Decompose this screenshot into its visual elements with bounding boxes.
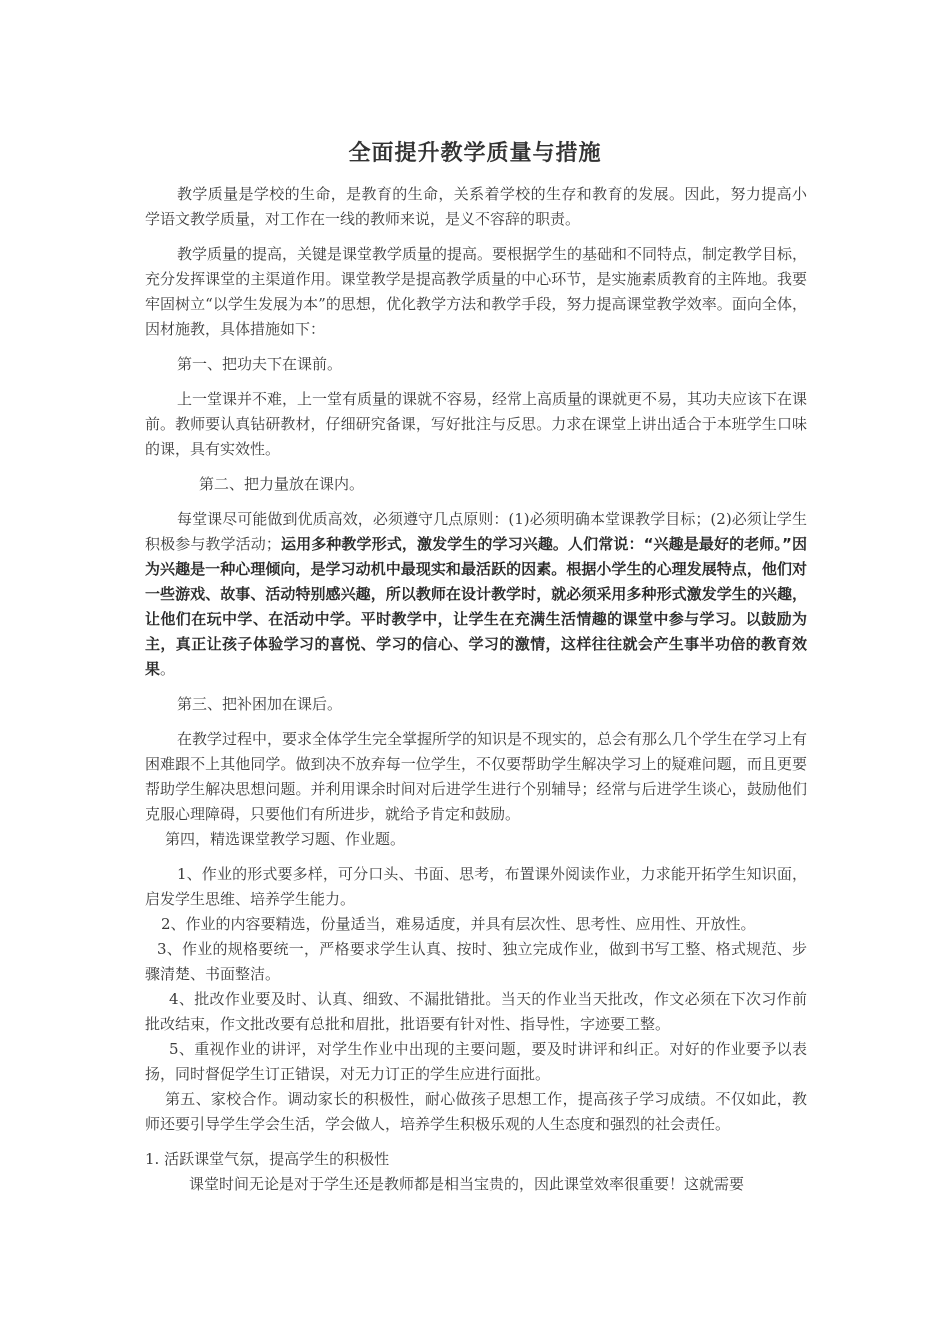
heading-first: 第一、把功夫下在课前。: [177, 355, 343, 373]
heading-fourth: 第四，精选课堂教学习题、作业题。: [165, 830, 406, 848]
subheading-1: 1. 活跃课堂气氛，提高学生的积极性: [145, 1150, 390, 1168]
page-title: 全面提升教学质量与措施: [348, 141, 602, 166]
paragraph-intro: [145, 182, 807, 232]
heading-second: 第二、把力量放在课内。: [199, 475, 365, 493]
heading-third: 第三、把补困加在课后。: [177, 695, 343, 713]
list-item-4: 4、批改作业要及时、认真、细致、不漏批错批。当天的作业当天批改，作文必须在下次习作前批改结束，作文批改要有总批和眉批，批语要有针对性、指导性，字迹要工整。: [145, 990, 807, 1033]
heading-fifth: 第五、家校合作。调动家长的积极性，耐心做孩子思想工作，提高孩子学习成绩。不仅如此，教师还要引导学生学会生活，学会做人，培养学生积极乐观的人生态度和强烈的社会责任。: [145, 1090, 807, 1133]
paragraph-third: 在教学过程中，要求全体学生完全掌握所学的知识是不现实的，总会有那么几个学生在学习上有困难跟不上其他同学。做到决不放弃每一位学生，不仅要帮助学生解决学习上的疑难问题，而且更要帮助学生解决思想问题。并利用课余时间对后进学生进行个别辅导；经常与后进学生谈心，鼓励他们克服心理障碍，只要他们有所进步，就给予肯定和鼓励。: [145, 730, 808, 823]
intro-text: 教学质量是学校的生命，是教育的生命，关系着学校的生存和教育的发展。因此，: [177, 185, 731, 203]
second-bold-text: 运用多种教学形式，激发学生的学习兴趣。人们常说：“兴趣是最好的老师。”因为兴趣是一种心理倾向，是学习动机中最现实和最活跃的因素。根据小学生的心理发展特点，他们对一些游戏、故事、活动特别感兴趣，所以教师在设计教学时，就必须采用多种形式激发学生的兴趣，让他们在玩中学、在活动中学。平时教学中，让学生在充满生活情趣的课堂中参与学习。以鼓励为主，真正让孩子体验学习的喜悦、学习的信心、学习的激情，这样往往就会产生事半功倍的教育效果: [145, 535, 807, 678]
paragraph-first: 上一堂课并不难，上一堂有质量的课就不容易，经常上高质量的课就更不易，其功夫应该下在课前。教师要认真钻研教材，仔细研究备课，写好批注与反思。力求在课堂上讲出适合于本班学生口味的课，具有实效性。: [145, 390, 808, 458]
second-text: 每堂课尽可能做到优质高效，必须遵守几点原则：(1)必须明确本堂课教学目标；(2)必须让学生积极参与教学活动；: [145, 510, 807, 553]
paragraph-second: [145, 507, 807, 682]
paragraph-quality: 教学质量的提高，关键是课堂教学质量的提高。要根据学生的基础和不同特点，制定教学目标，充分发挥课堂的主渠道作用。课堂教学是提高教学质量的中心环节，是实施素质教育的主阵地。我要牢固树立“以学生发展为本”的思想，优化教学方法和教学手段，努力提高课堂教学效率。面向全体，因材施教，具体措施如下：: [145, 245, 808, 338]
document-body: [145, 182, 807, 1197]
list-item-3: 3、作业的规格要统一，严格要求学生认真、按时、独立完成作业，做到书写工整、格式规范、步骤清楚、书面整洁。: [145, 940, 807, 983]
list-item-1: 1、作业的形式要多样，可分口头、书面、思考，布置课外阅读作业，力求能开拓学生知识面，启发学生思维、培养学生能力。: [145, 865, 807, 908]
intro-emphasis: 努力提高小学语文教学质量，对工作在一线的教师来说，是义不容辞的职责。: [145, 185, 807, 228]
list-item-2: 2、作业的内容要精选，份量适当，难易适度，并具有层次性、思考性、应用性、开放性。: [161, 915, 756, 933]
list-item-5: 5、重视作业的讲评，对学生作业中出现的主要问题，要及时讲评和纠正。对好的作业要予以表扬，同时督促学生订正错误，对无力订正的学生应进行面批。: [145, 1040, 807, 1083]
subparagraph-1: 课堂时间无论是对于学生还是教师都是相当宝贵的，因此课堂效率很重要！这就需要: [189, 1175, 745, 1193]
second-end: 。: [160, 660, 176, 678]
